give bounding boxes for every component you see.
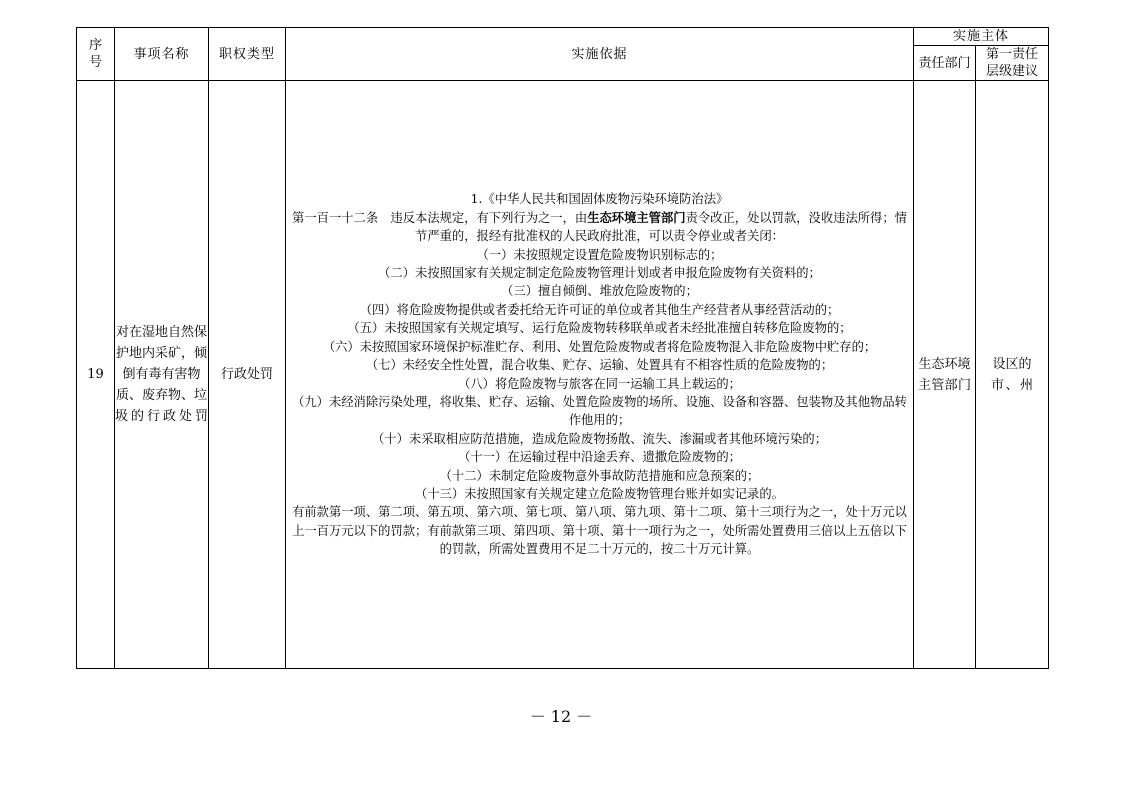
row-item-name: 对在湿地自然保护地内采矿，倾倒有毒有害物质、废弃物、垃圾的行政处罚 — [115, 81, 209, 669]
violation-list — [286, 246, 913, 504]
row-level: 设区的市、州 — [976, 81, 1049, 669]
list-item: （二）未按照国家有关规定制定危险废物管理计划或者申报危险废物有关资料的； — [378, 266, 821, 281]
list-item: （六）未按照国家环境保护标准贮存、利用、处置危险废物或者将危险废物混入非危险废物中贮存的； — [322, 339, 877, 354]
header-item-name: 事项名称 — [115, 28, 209, 81]
enforcement-table — [76, 27, 1049, 669]
article-text: 第一百一十二条 违反本法规定，有下列行为之一，由生态环境主管部门责令改正，处以罚款，没收违法所得；情节严重的，报经有批准权的人民政府批准，可以责令停业或者关闭： — [292, 209, 907, 244]
list-item: （十三）未按照国家有关规定建立危险废物管理台账并如实记录的。 — [415, 486, 784, 501]
list-item: （四）将危险废物提供或者委托给无许可证的单位或者其他生产经营者从事经营活动的； — [359, 302, 840, 317]
list-item: （一）未按照规定设置危险废物识别标志的； — [476, 247, 723, 262]
penalty-text: 有前款第一项、第二项、第五项、第六项、第七项、第八项、第九项、第十二项、第十三项行为之一，处十万元以上一百万元以下的罚款；有前款第三项、第四项、第十项、第十一项行为之一，处所需处置费用三倍以上五倍以下的罚款，所需处置费用不足二十万元的，按二十万元计算。 — [292, 505, 907, 557]
table-row — [77, 81, 1049, 669]
header-no: 序 号 — [77, 28, 115, 81]
list-item: （三）擅自倾倒、堆放危险废物的； — [501, 284, 698, 299]
list-item: （十二）未制定危险废物意外事故防范措施和应急预案的； — [439, 468, 760, 483]
header-power-type: 职权类型 — [209, 28, 286, 81]
header-level: 第一责任 层级建议 — [976, 46, 1049, 81]
header-basis: 实施依据 — [286, 28, 914, 81]
law-title: 1.《中华人民共和国固体废物污染环境防治法》 — [470, 192, 729, 207]
list-item: （十）未采取相应防范措施，造成危险废物扬散、流失、渗漏或者其他环境污染的； — [372, 431, 827, 446]
list-item: （五）未按照国家有关规定填写、运行危险废物转移联单或者未经批准擅自转移危险废物的； — [347, 321, 852, 336]
responsible-authority: 生态环境主管部门 — [587, 209, 686, 225]
header-subject: 实施主体 — [914, 28, 1049, 46]
list-item: （七）未经安全性处置，混合收集、贮存、运输、处置具有不相容性质的危险废物的； — [365, 358, 834, 373]
row-no: 19 — [77, 81, 115, 669]
list-item: （十一）在运输过程中沿途丢弃、遗撒危险废物的； — [458, 450, 741, 465]
list-item: （九）未经消除污染处理，将收集、贮存、运输、处置危险废物的场所、设施、设备和容器、包装物及其他物品转作他用的； — [292, 394, 907, 428]
header-dept: 责任部门 — [914, 46, 976, 81]
row-basis — [286, 81, 914, 669]
list-item: （八）将危险废物与旅客在同一运输工具上载运的； — [458, 376, 741, 391]
row-power-type: 行政处罚 — [209, 81, 286, 669]
page-number: － 12 － — [529, 707, 593, 726]
row-dept: 生态环境主管部门 — [914, 81, 976, 669]
